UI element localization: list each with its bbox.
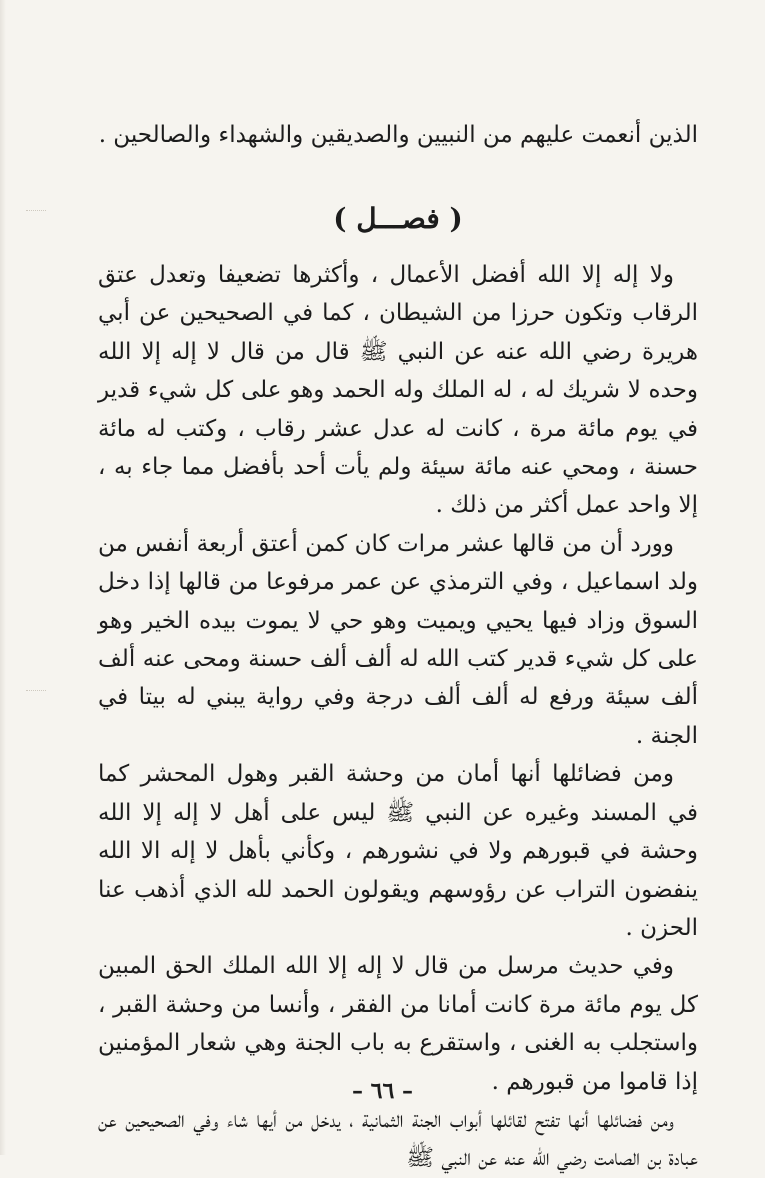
- page-number: – ٦٦ –: [352, 1078, 413, 1104]
- paragraph: وورد أن من قالها عشر مرات كان كمن أعتق أربعة أنفس من ولد اسماعيل ، وفي الترمذي عن عمر مرفوعا من قالها إذا دخل السوق وزاد فيها يحيي ويميت وهو حي لا يموت بيده الخير وهو على كل شيء قدير كتب الله له ألف ألف حسنة ومحى عنه ألف ألف سيئة ورفع له ألف ألف درجة وفي رواية يبني له بيتا في الجنة .: [98, 530, 698, 749]
- paragraph: ولا إله إلا الله أفضل الأعمال ، وأكثرها تضعيفا وتعدل عتق الرقاب وتكون حرزا من الشيطان ، كما في الصحيحين عن أبي هريرة رضي الله عنه عن النبي ﷺ قال من قال لا إله إلا الله وحده لا شريك له ، له الملك وله الحمد وهو على كل شيء قدير في يوم مائة مرة ، كانت له عدل عشر رقاب ، وكتب له مائة حسنة ، ومحي عنه مائة سيئة ولم يأت أحد بأفضل مما جاء به ، إلا واحد عمل أكثر من ذلك .: [98, 262, 698, 519]
- margin-mark: [26, 690, 46, 691]
- section-heading: ( فصـــل ): [333, 202, 463, 235]
- paragraph: وفي حديث مرسل من قال لا إله إلا الله الملك الحق المبين كل يوم مائة مرة كانت أمانا من الفقر ، وأنسا من وحشة القبر ، واستجلب به الغنى ، واستقرع به باب الجنة وهي شعار المؤمنين إذا قاموا من قبورهم .: [98, 953, 698, 1095]
- margin-mark: [26, 210, 46, 211]
- paragraph: ومن فضائلها أنها تفتح لقائلها أبواب الجنة الثمانية ، يدخل من أيها شاء وفي الصحيحين عن عبادة بن الصامت رضي الله عنه عن النبي ﷺ: [98, 1106, 698, 1172]
- continuation-line: الذين أنعمت عليهم من النبيين والصديقين والشهداء والصالحين .: [98, 122, 698, 148]
- body-text: [98, 256, 698, 1178]
- paragraph: ومن فضائلها أنها أمان من وحشة القبر وهول المحشر كما في المسند وغيره عن النبي ﷺ ليس على أهل لا إله إلا الله وحشة في قبورهم ولا في نشورهم ، وكأني بأهل لا إله الا الله ينفضون التراب عن رؤوسهم ويقولون الحمد لله الذي أذهب عنا الحزن .: [98, 761, 698, 941]
